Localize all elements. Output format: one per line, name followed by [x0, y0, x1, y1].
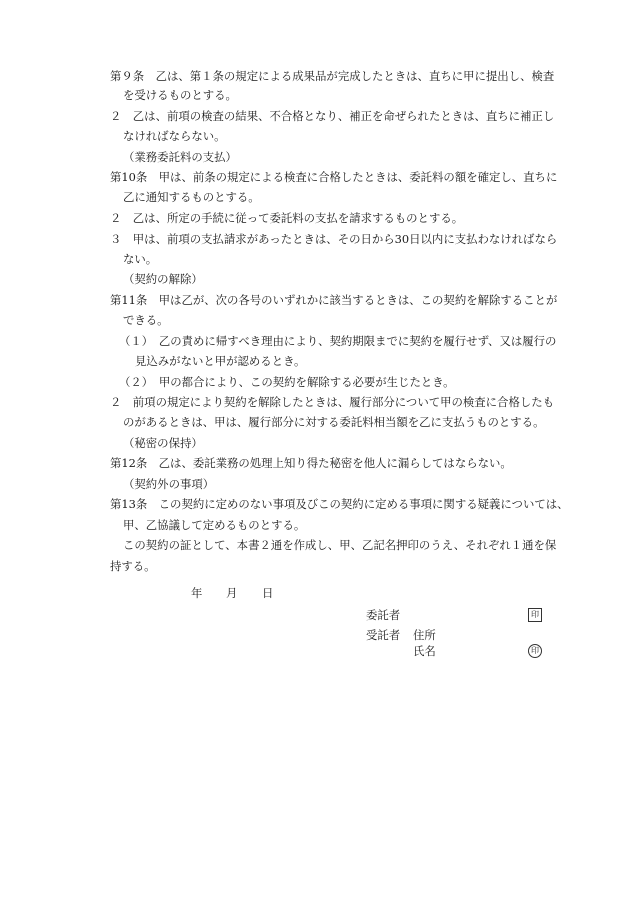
article-11-paragraph-2: ２ 前項の規定により契約を解除したときは、履行部分について甲の検査に合格したも: [110, 395, 555, 409]
article-9-paragraph-2: ２ 乙は、前項の検査の結果、不合格となり、補正を命ぜられたときは、直ちに補正し: [110, 109, 555, 123]
article-12-heading: 第12条 乙は、委託業務の処理上知り得た秘密を他人に漏らしてはならない。: [110, 456, 512, 470]
date-year: 年: [191, 586, 203, 600]
article-9-heading: 第９条 乙は、第１条の規定による成果品が完成したときは、直ちに甲に提出し、検査: [110, 69, 555, 83]
article-11-item-1: （１） 乙の責めに帰すべき理由により、契約期限までに契約を履行せず、又は履行の: [119, 334, 557, 348]
article-9-heading-cont: を受けるものとする。: [123, 88, 237, 102]
caption-other-matters: （契約外の事項）: [123, 477, 215, 491]
consignor-seal-mark: 印: [528, 608, 542, 622]
consignee-name-label: 氏名: [413, 644, 436, 658]
article-11-item-2: （２） 甲の都合により、この契約を解除する必要が生じたとき。: [119, 375, 455, 389]
article-10-heading-cont: 乙に通知するものとする。: [123, 190, 260, 204]
closing-statement-cont: 持する。: [110, 559, 156, 573]
article-13-heading-cont: 甲、乙協議して定めるものとする。: [123, 518, 306, 532]
closing-statement: この契約の証として、本書２通を作成し、甲、乙記名押印のうえ、それぞれ１通を保: [123, 538, 557, 552]
article-11-item-1-cont: 見込みがないと甲が認めるとき。: [135, 354, 306, 368]
consignor-label: 委託者: [366, 608, 401, 622]
date-day: 日: [262, 586, 274, 600]
article-9-paragraph-2-cont: なければならない。: [123, 129, 226, 143]
date-month: 月: [226, 586, 238, 600]
article-10-paragraph-3: ３ 甲は、前項の支払請求があったときは、その日から30日以内に支払わなければなら: [110, 232, 558, 246]
article-10-paragraph-2: ２ 乙は、所定の手続に従って委託料の支払を請求するものとする。: [110, 211, 464, 225]
caption-termination: （契約の解除）: [123, 272, 203, 286]
article-10-paragraph-3-cont: ない。: [123, 252, 158, 266]
caption-payment: （業務委託料の支払）: [123, 150, 237, 164]
article-10-heading: 第10条 甲は、前条の規定による検査に合格したときは、委託料の額を確定し、直ちに: [110, 170, 558, 184]
article-13-heading: 第13条 この契約に定めのない事項及びこの契約に定める事項に関する疑義については、: [110, 497, 569, 511]
caption-secrecy: （秘密の保持）: [123, 436, 203, 450]
article-11-heading: 第11条 甲は乙が、次の各号のいずれかに該当するときは、この契約を解除することが: [110, 293, 558, 307]
article-11-paragraph-2-cont: のがあるときは、甲は、履行部分に対する委託料相当額を乙に支払うものとする。: [123, 415, 545, 429]
consignee-seal-mark: 印: [528, 644, 542, 658]
consignee-label: 受託者: [366, 628, 401, 642]
article-11-heading-cont: できる。: [123, 313, 169, 327]
consignee-address-label: 住所: [413, 628, 436, 642]
